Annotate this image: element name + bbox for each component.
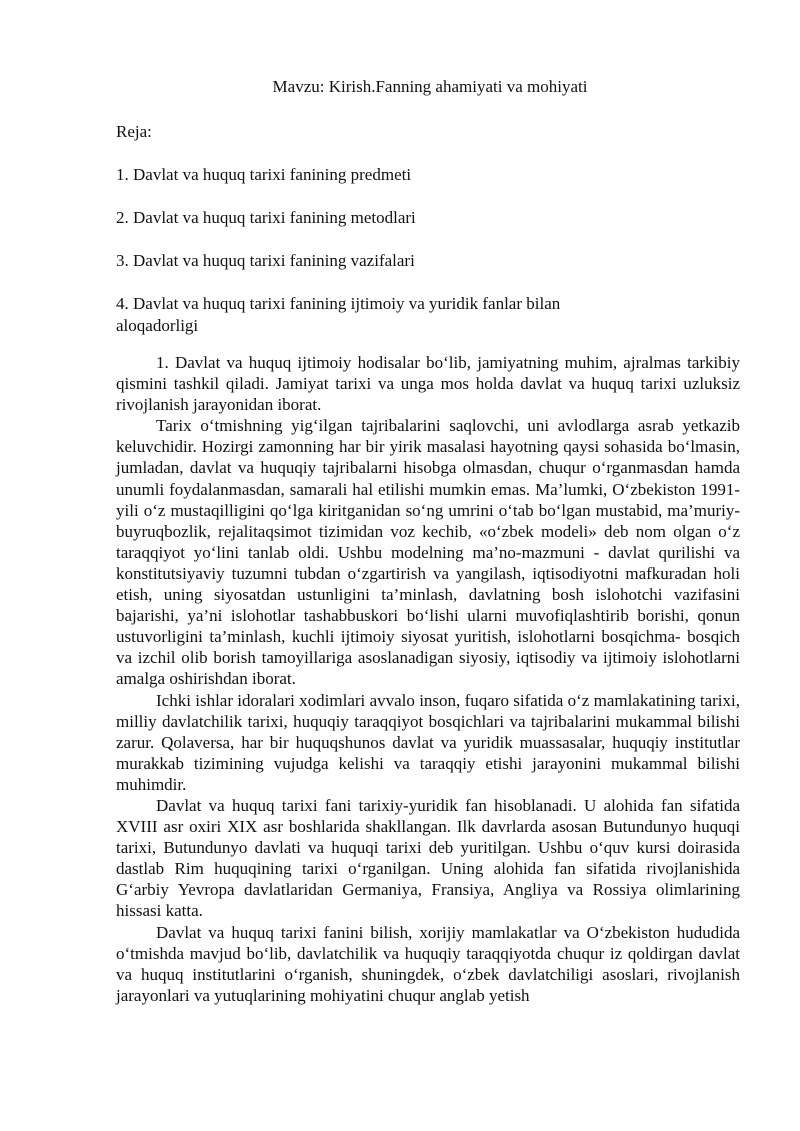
paragraph-2: Tarix o‘tmishning yig‘ilgan tajribalarini saqlovchi, uni avlodlarga asrab yetkazib keluvchidir. Hozirgi zamonning har bir yirik masalasi hayotning qaysi sohasida bo‘lmasin, jumladan, davlat va huquqiy tajribalarni hisobga olmasdan, chuqur o‘rganmasdan hamda unumli foydalanmasdan, samarali hal etilishi mumkin emas. Ma’lumki, O‘zbekiston 1991-yili o‘z mustaqilligini qo‘lga kiritganidan so‘ng umrini o‘tab bo‘lgan mustabid, ma’muriy-buyruqbozlik, rejalitaqsimot tizimidan voz kechib, «o‘zbek modeli» deb nom olgan o‘z taraqqiyot yo‘lini tanlab oldi. Ushbu modelning ma’no-mazmuni - davlat qurilishi va konstitutsiyaviy tuzumni tubdan o‘zgartirish va yangilash, iqtisodiyotni mafkuradan holi etish, uning siyosatdan ustunligini ta’minlash, davlatning bosh islohotchi vazifasini bajarishi, ya’ni islohotlar tashabbuskori bo‘lishi ularni muvofiqlashtirib borishi, qonun ustuvorligini ta’minlash, kuchli ijtimoiy siyosat yuritish, islohotlarni bosqichma- bosqich va izchil olib borish tamoyillariga asoslanadigan siyosiy, iqtisodiy va ijtimoiy islohotlarni amalga oshirishdan iborat. xyxy=(116,416,740,689)
body-text xyxy=(116,352,740,1006)
plan-item-2: 2. Davlat va huquq tarixi fanining metodlari xyxy=(116,208,416,227)
plan-item-3: 3. Davlat va huquq tarixi fanining vazifalari xyxy=(116,251,415,270)
paragraph-5: Davlat va huquq tarixi fanini bilish, xorijiy mamlakatlar va O‘zbekiston hududida o‘tmishda mavjud bo‘lib, davlatchilik va huquqiy taraqqiyotda chuqur iz qoldirgan davlat va huquq institutlarini o‘rganish, shuningdek, o‘zbek davlatchiligi asoslari, rivojlanish jarayonlari va yutuqlarining mohiyatini chuqur anglab yetish xyxy=(116,922,740,1005)
plan-label: Reja: xyxy=(116,122,152,141)
plan-item-1: 1. Davlat va huquq tarixi fanining predmeti xyxy=(116,165,412,184)
plan-item-4: 4. Davlat va huquq tarixi fanining ijtimoiy va yuridik fanlar bilan aloqadorligi xyxy=(116,294,561,335)
paragraph-1: 1. Davlat va huquq ijtimoiy hodisalar bo‘lib, jamiyatning muhim, ajralmas tarkibiy qismini tashkil qiladi. Jamiyat tarixi va unga mos holda davlat va huquq tarixi uzluksiz rivojlanish jarayonidan iborat. xyxy=(116,353,740,415)
page-title: Mavzu: Kirish.Fanning ahamiyati va mohiyati xyxy=(272,77,588,96)
paragraph-3: Ichki ishlar idoralari xodimlari avvalo inson, fuqaro sifatida o‘z mamlakatining tarixi, milliy davlatchilik tarixi, huquqiy taraqqiyot bosqichlari va tajribalarini mukammal bilishi zarur. Qolaversa, har bir huquqshunos davlat va yuridik muassasalar, huquqiy institutlar murakkab tizimining vujudga kelishi va taraqqiy etishi jarayonini mukammal bilishi muhimdir. xyxy=(116,690,740,794)
paragraph-4: Davlat va huquq tarixi fani tarixiy-yuridik fan hisoblanadi. U alohida fan sifatida XVIII asr oxiri XIX asr boshlarida shakllangan. Ilk davrlarda asosan Butundunyo huquqi tarixi, Butundunyo davlati va huquqi tarixi deb yuritilgan. Ushbu o‘quv kursi doirasida dastlab Rim huquqining tarixi o‘rganilgan. Uning alohida fan sifatida rivojlanishida G‘arbiy Yevropa davlatlaridan Germaniya, Fransiya, Angliya va Rossiya olimlarining hissasi katta. xyxy=(116,795,740,921)
